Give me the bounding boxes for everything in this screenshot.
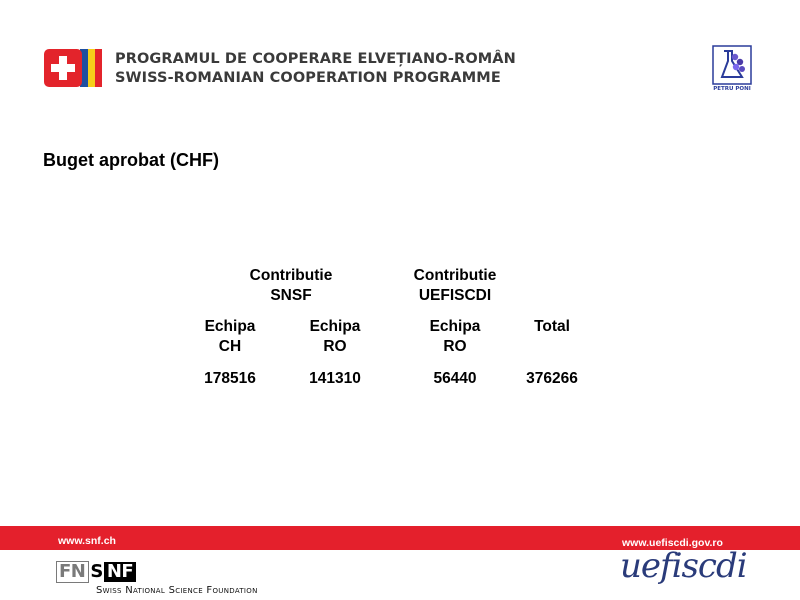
- page-title: Buget aprobat (CHF): [43, 150, 219, 170]
- programme-title-en: SWISS-ROMANIAN COOPERATION PROGRAMME: [115, 70, 501, 86]
- column-header-echipa-ro-uefiscdi: Echipa RO: [429, 318, 481, 355]
- snf-logo: FN S NF: [56, 561, 136, 583]
- petru-poni-label: PETRU PONI: [713, 86, 751, 91]
- value-echipa-ro-uefiscdi: 56440: [433, 370, 477, 387]
- uefiscdi-logo: uefiscdi: [620, 546, 747, 586]
- snf-link[interactable]: www.snf.ch: [58, 535, 116, 547]
- column-header-total: Total: [534, 318, 570, 335]
- uefiscdi-link[interactable]: www.uefiscdi.gov.ro: [622, 537, 723, 549]
- value-echipa-ro-snsf: 141310: [309, 370, 361, 387]
- value-echipa-ch: 178516: [204, 370, 256, 387]
- group-header-uefiscdi: Contributie UEFISCDI: [413, 267, 497, 304]
- snf-name: Swiss National Science Foundation: [96, 585, 258, 596]
- group-header-snsf: Contributie SNSF: [249, 267, 333, 304]
- value-total: 376266: [526, 370, 578, 387]
- column-header-echipa-ro-snsf: Echipa RO: [309, 318, 361, 355]
- programme-title-ro: PROGRAMUL DE COOPERARE ELVEȚIANO-ROMÂN: [115, 51, 516, 67]
- column-header-echipa-ch: Echipa CH: [204, 318, 256, 355]
